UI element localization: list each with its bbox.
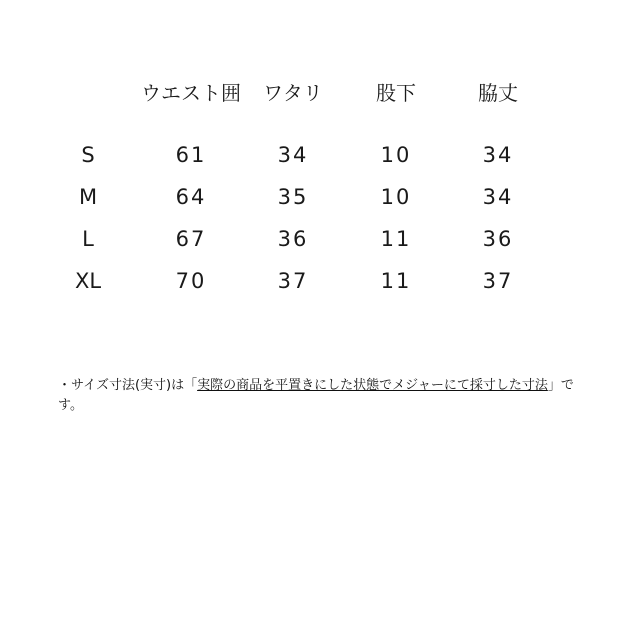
thigh-value: 34 (277, 143, 309, 167)
size-label: M (78, 185, 98, 209)
thigh-value: 35 (277, 185, 309, 209)
header-side-length: 脇丈 (478, 81, 518, 105)
waist-value: 61 (175, 143, 207, 167)
note-prefix: ・サイズ寸法(実寸)は「 (58, 378, 198, 393)
header-thigh: ワタリ (263, 81, 323, 105)
waist-value: 64 (175, 185, 207, 209)
header-inseam: 股下 (376, 81, 416, 105)
inseam-value: 11 (380, 269, 412, 293)
note-suffix: 」です。 (58, 378, 574, 413)
size-label: S (81, 143, 95, 167)
note-highlight: 実際の商品を平置きにした状態でメジャーにて採寸した寸法 (197, 378, 548, 393)
size-label: XL (74, 269, 102, 293)
side-length-value: 37 (482, 269, 514, 293)
waist-value: 67 (175, 227, 207, 251)
measurement-note (58, 376, 578, 416)
thigh-value: 37 (277, 269, 309, 293)
side-length-value: 34 (482, 143, 514, 167)
side-length-value: 34 (482, 185, 514, 209)
side-length-value: 36 (482, 227, 514, 251)
header-waist: ウエスト囲 (141, 81, 241, 105)
waist-value: 70 (175, 269, 207, 293)
inseam-value: 10 (380, 143, 412, 167)
size-label: L (82, 227, 94, 251)
inseam-value: 10 (380, 185, 412, 209)
thigh-value: 36 (277, 227, 309, 251)
inseam-value: 11 (380, 227, 412, 251)
